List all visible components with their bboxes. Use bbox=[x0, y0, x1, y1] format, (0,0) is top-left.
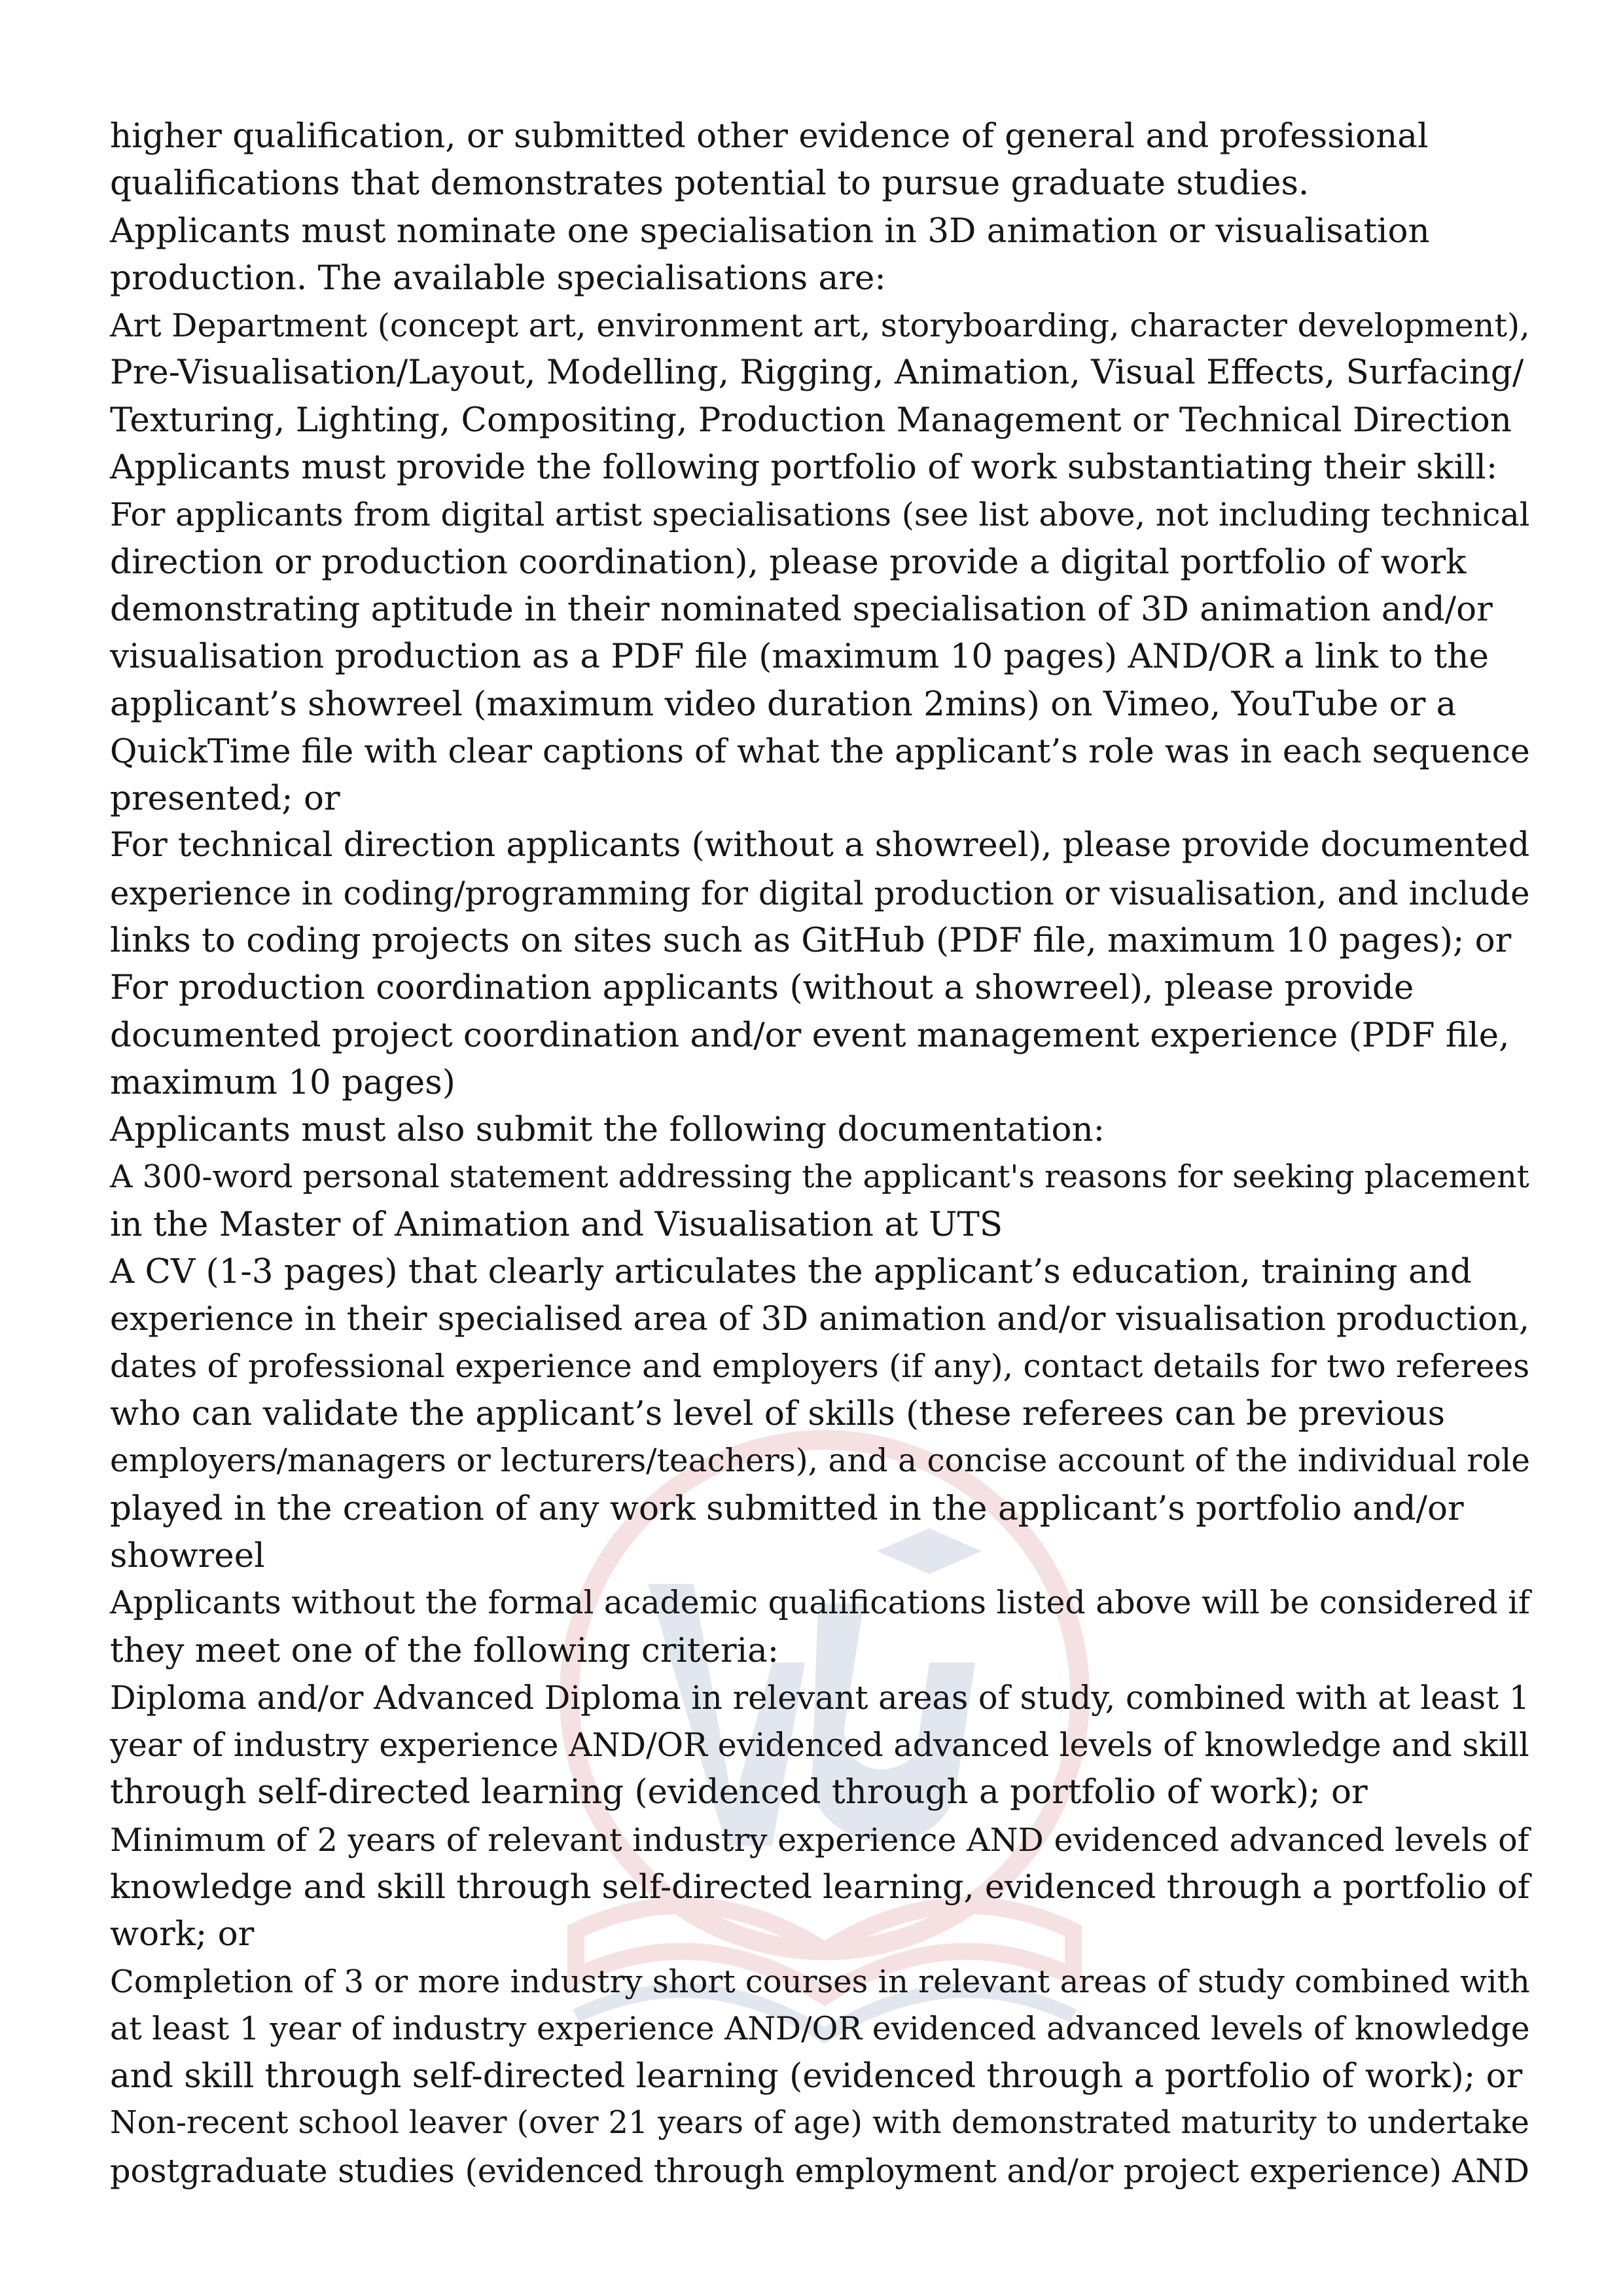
text-line: and skill through self-directed learning (evidenced through a portfolio of work); or bbox=[110, 2056, 1523, 2096]
text-line: employers/managers or lecturers/teachers), and a concise account of the individual role bbox=[110, 1443, 1530, 1480]
text-line: presented; or bbox=[110, 779, 340, 819]
text-line: Applicants must also submit the following documentation: bbox=[110, 1110, 1105, 1150]
text-line: who can validate the applicant’s level of skills (these referees can be previous bbox=[110, 1394, 1446, 1434]
text-line: A CV (1-3 pages) that clearly articulates the applicant’s education, training and bbox=[110, 1252, 1472, 1292]
text-line: Applicants without the formal academic qualifications listed above will be considered if bbox=[110, 1584, 1530, 1622]
text-line: Diploma and/or Advanced Diploma in relevant areas of study, combined with at least 1 bbox=[110, 1678, 1530, 1717]
text-line: visualisation production as a PDF file (maximum 10 pages) AND/OR a link to the bbox=[110, 637, 1489, 677]
text-line: links to coding projects on sites such as GitHub (PDF file, maximum 10 pages); or bbox=[110, 921, 1512, 961]
text-line: dates of professional experience and employers (if any), contact details for two referees bbox=[110, 1348, 1530, 1385]
text-line: knowledge and skill through self-directed learning, evidenced through a portfolio of bbox=[110, 1867, 1530, 1906]
text-line: Texturing, Lighting, Compositing, Production Management or Technical Direction bbox=[110, 400, 1512, 440]
text-line: Pre-Visualisation/Layout, Modelling, Rigging, Animation, Visual Effects, Surfacing/ bbox=[110, 353, 1524, 393]
text-line: through self-directed learning (evidenced through a portfolio of work); or bbox=[110, 1772, 1368, 1812]
text-line: qualifications that demonstrates potential to pursue graduate studies. bbox=[110, 164, 1310, 204]
text-line: demonstrating aptitude in their nominated specialisation of 3D animation and/or bbox=[110, 589, 1493, 629]
text-line: experience in coding/programming for digital production or visualisation, and include bbox=[110, 874, 1530, 912]
text-line: work; or bbox=[110, 1914, 255, 1954]
text-line: Completion of 3 or more industry short courses in relevant areas of study combined with bbox=[110, 1963, 1530, 2000]
document-body bbox=[110, 113, 1530, 2195]
text-line: For production coordination applicants (without a showreel), please provide bbox=[110, 968, 1414, 1008]
text-line: direction or production coordination), please provide a digital portfolio of work bbox=[110, 542, 1467, 582]
text-line: For technical direction applicants (without a showreel), please provide documented bbox=[110, 826, 1530, 865]
text-line: QuickTime file with clear captions of what the applicant’s role was in each sequence bbox=[110, 731, 1530, 770]
text-line: in the Master of Animation and Visualisation at UTS bbox=[110, 1204, 1003, 1244]
text-line: production. The available specialisations are: bbox=[110, 258, 886, 298]
text-line: A 300-word personal statement addressing the applicant's reasons for seeking placement bbox=[110, 1158, 1529, 1195]
text-line: documented project coordination and/or event management experience (PDF file, bbox=[110, 1015, 1510, 1055]
text-line: they meet one of the following criteria: bbox=[110, 1630, 779, 1670]
text-line: maximum 10 pages) bbox=[110, 1062, 455, 1102]
text-line: applicant’s showreel (maximum video duration 2mins) on Vimeo, YouTube or a bbox=[110, 684, 1457, 724]
text-line: Applicants must provide the following portfolio of work substantiating their skill: bbox=[110, 448, 1498, 488]
text-line: Art Department (concept art, environment art, storyboarding, character development), bbox=[110, 306, 1530, 345]
text-line: at least 1 year of industry experience AND/OR evidenced advanced levels of knowledge bbox=[110, 2010, 1530, 2047]
text-line: played in the creation of any work submitted in the applicant’s portfolio and/or bbox=[110, 1488, 1464, 1528]
text-line: showreel bbox=[110, 1535, 265, 1575]
text-line: experience in their specialised area of 3D animation and/or visualisation production, bbox=[110, 1299, 1530, 1338]
text-line: Minimum of 2 years of relevant industry experience AND evidenced advanced levels of bbox=[110, 1820, 1529, 1859]
text-line: year of industry experience AND/OR evidenced advanced levels of knowledge and skill bbox=[110, 1726, 1529, 1765]
text-line: Applicants must nominate one specialisation in 3D animation or visualisation bbox=[110, 211, 1430, 251]
text-line: Non-recent school leaver (over 21 years of age) with demonstrated maturity to undertake bbox=[110, 2105, 1529, 2142]
text-line: For applicants from digital artist specialisations (see list above, not including technical bbox=[110, 495, 1530, 534]
text-line: higher qualification, or submitted other evidence of general and professional bbox=[110, 117, 1429, 156]
text-line: postgraduate studies (evidenced through employment and/or project experience) AND bbox=[110, 2151, 1529, 2190]
